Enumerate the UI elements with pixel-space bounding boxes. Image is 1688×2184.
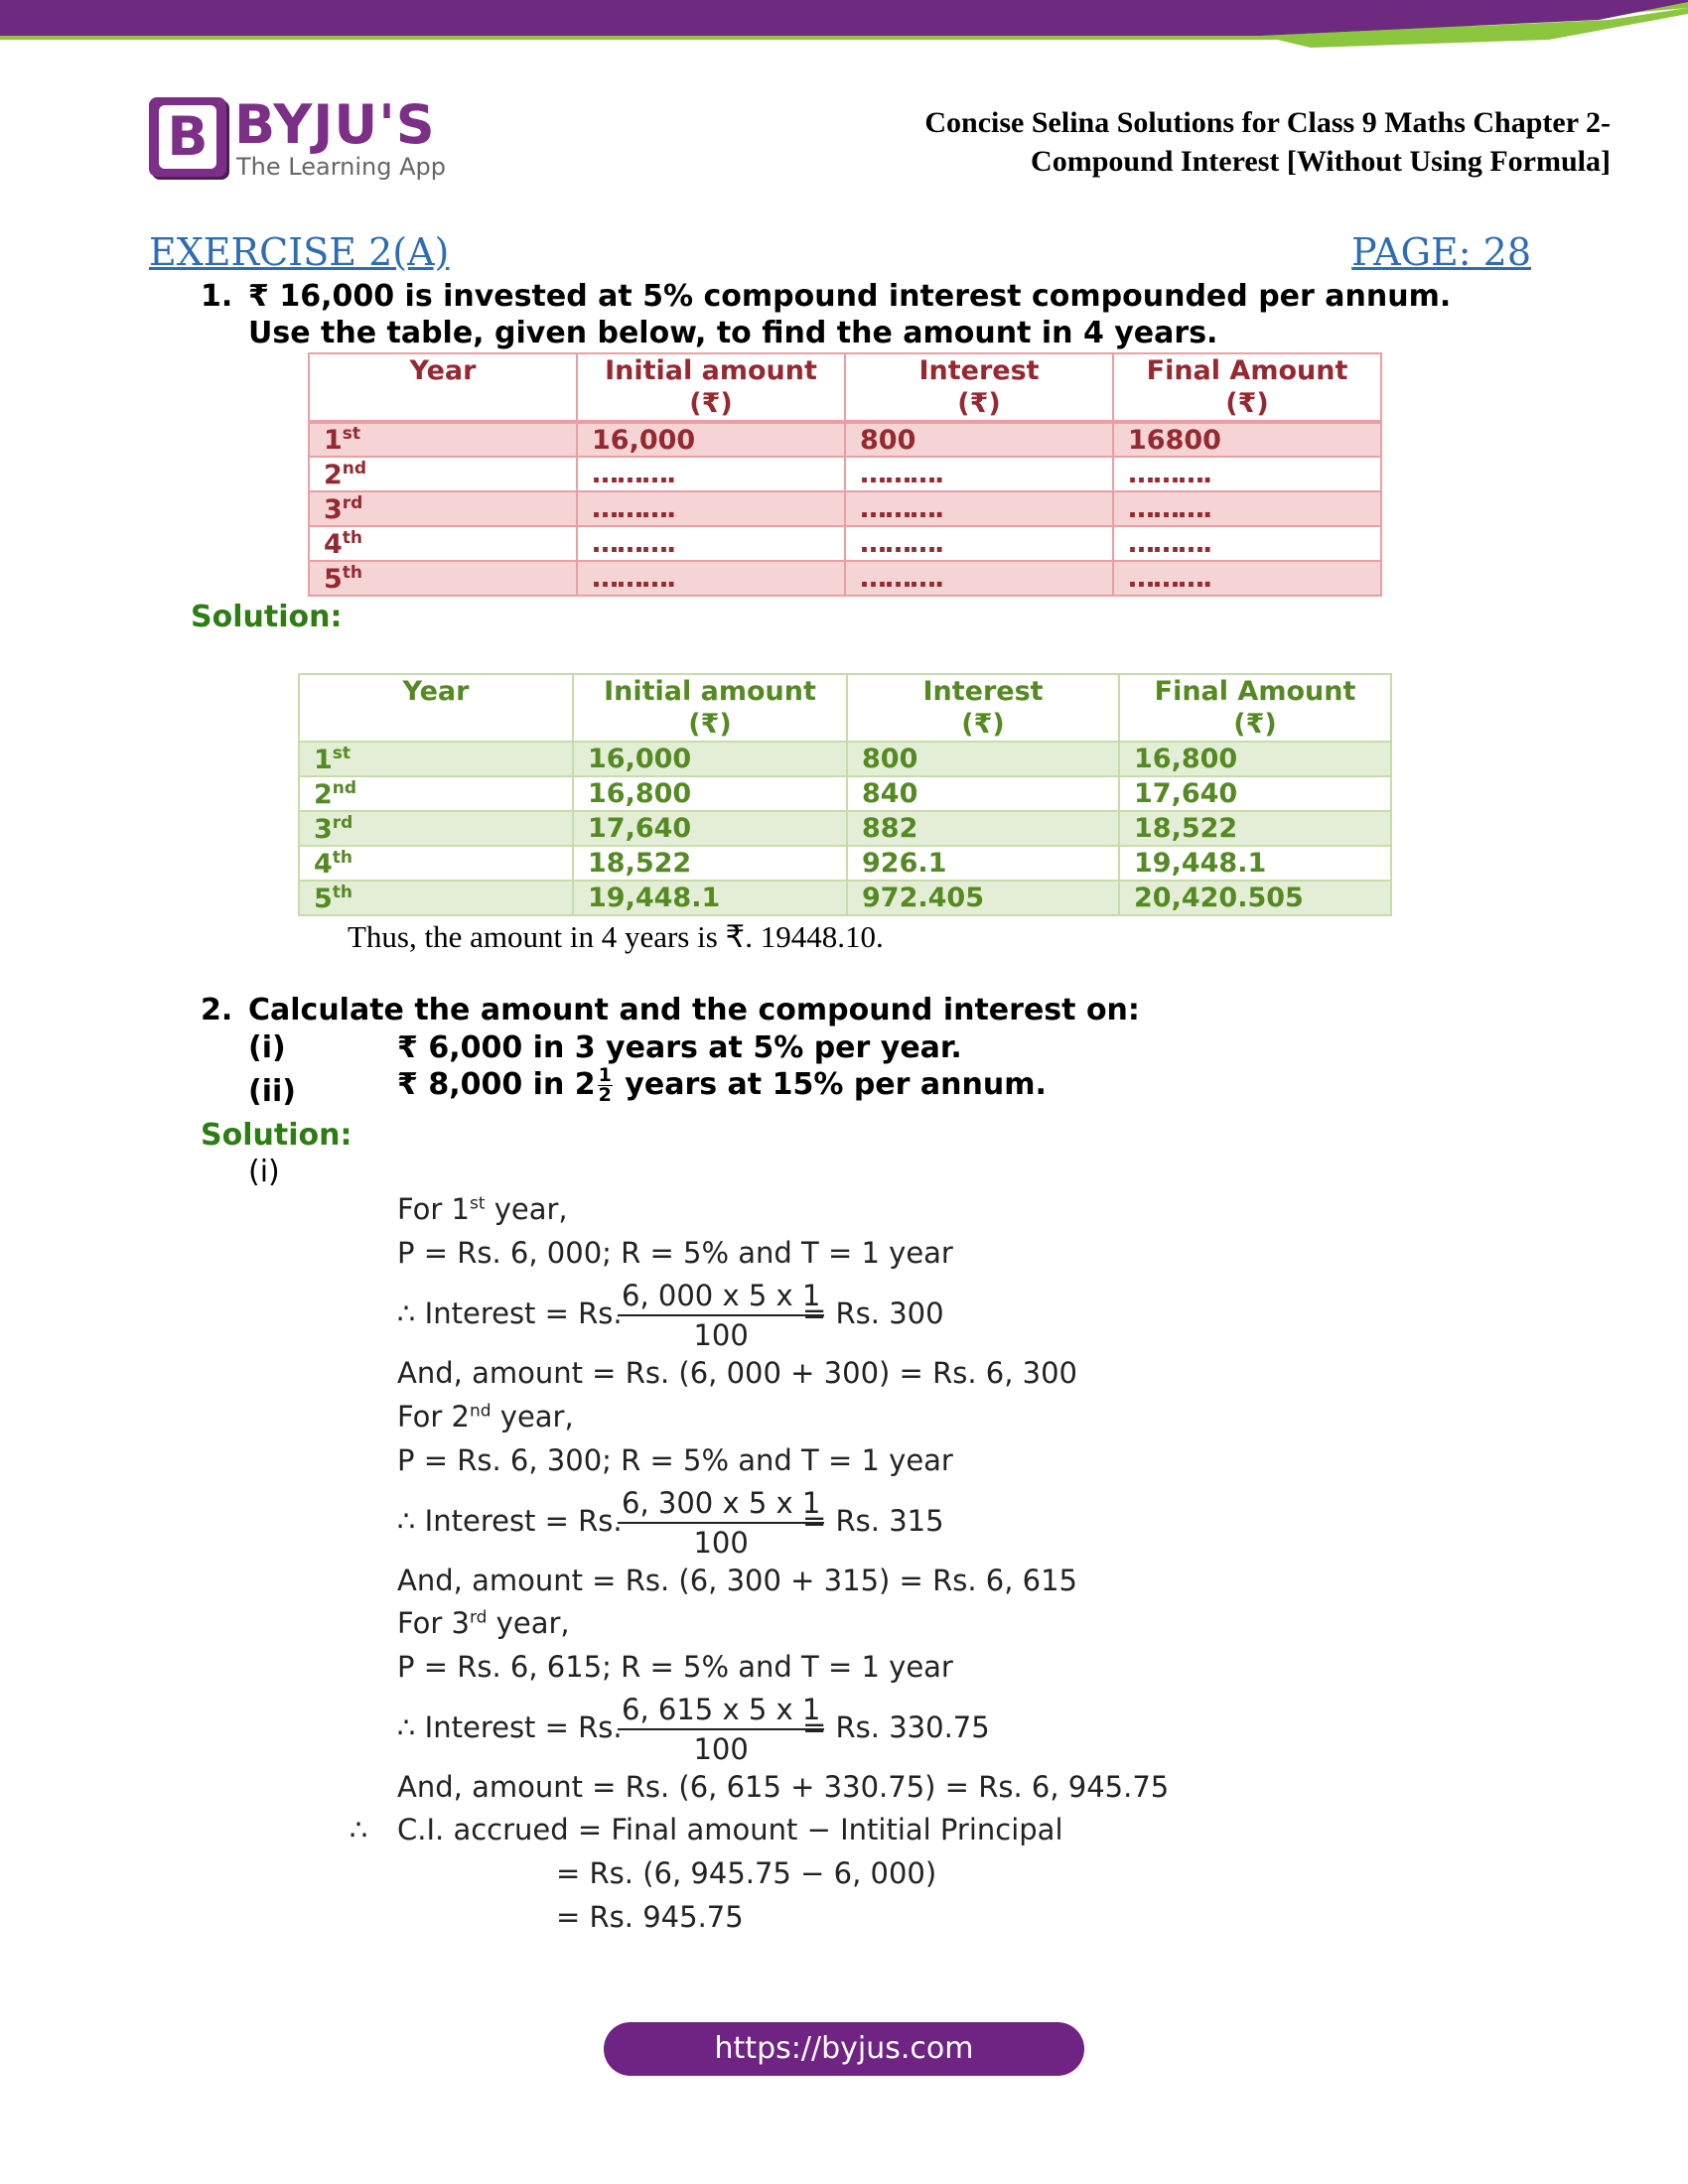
year-cell: 3rd: [299, 811, 573, 846]
year2-interest-label: ∴ Interest = Rs.: [397, 1504, 623, 1538]
interest-cell: 926.1: [847, 846, 1119, 881]
final-amount-cell: 20,420.505: [1119, 881, 1391, 915]
title-line-2: Compound Interest [Without Using Formula]: [1031, 145, 1611, 178]
initial-amount-cell: ……….: [577, 457, 845, 491]
interest-cell: 800: [847, 742, 1119, 776]
final-amount-cell: ……….: [1113, 457, 1381, 491]
title-line-1: Concise Selina Solutions for Class 9 Maths Chapter 2-: [924, 106, 1611, 139]
interest-cell: 882: [847, 811, 1119, 846]
final-amount-cell: 17,640: [1119, 776, 1391, 811]
final-amount-cell: 16800: [1113, 422, 1381, 457]
header-initial-amount: Initial amount (₹): [573, 674, 847, 742]
table-row: [299, 742, 1391, 776]
year3-heading: For 3rd year,: [397, 1606, 570, 1640]
initial-amount-cell: ……….: [577, 561, 845, 596]
initial-amount-cell: 17,640: [573, 811, 847, 846]
table-row: [299, 846, 1391, 881]
top-banner: [0, 0, 1688, 60]
year1-heading: For 1st year,: [397, 1192, 568, 1226]
table-row: [299, 776, 1391, 811]
year1-interest-fraction: $\frac{6, 000 x 5 x 1}{100}$: [618, 1279, 824, 1352]
q1-text-line1: ₹ 16,000 is invested at 5% compound interest compounded per annum.: [248, 279, 1452, 314]
interest-cell: 972.405: [847, 881, 1119, 915]
question-table: [308, 352, 1382, 597]
brand-name: BYJU'S: [234, 93, 436, 156]
header-initial-amount: Initial amount (₹): [577, 353, 845, 422]
q2-part-i-text: ₹ 6,000 in 3 years at 5% per year.: [397, 1030, 962, 1065]
q2-number: 2.: [201, 993, 233, 1027]
table-header-row: [309, 353, 1381, 422]
year2-interest-fraction: $\frac{6, 300 x 5 x 1}{100}$: [618, 1486, 824, 1560]
year2-interest-result: = Rs. 315: [802, 1504, 944, 1538]
table-row: [299, 881, 1391, 915]
final-amount-cell: ……….: [1113, 561, 1381, 596]
q1-solution-label: Solution:: [191, 600, 343, 634]
table-row: [309, 526, 1381, 561]
interest-cell: 840: [847, 776, 1119, 811]
table-row: [309, 491, 1381, 526]
table-header-row: [299, 674, 1391, 742]
year-cell: 4th: [309, 526, 577, 561]
solution-table: [298, 673, 1392, 916]
document-title: [924, 103, 1611, 181]
year-cell: 1st: [299, 742, 573, 776]
year-cell: 1st: [309, 422, 577, 457]
therefore-symbol: ∴: [350, 1813, 368, 1846]
brand-tagline: The Learning App: [236, 153, 446, 181]
year3-amount: And, amount = Rs. (6, 615 + 330.75) = Rs. 6, 945.75: [397, 1770, 1170, 1804]
mixed-fraction: $\frac{1}{2}$: [598, 1064, 612, 1106]
year1-interest-label: ∴ Interest = Rs.: [397, 1297, 623, 1330]
q2-part-ii-text: ₹ 8,000 in 2 $\frac{1}{2}$ years at 15% per annum.: [397, 1064, 1047, 1106]
q2-solution-label: Solution:: [201, 1118, 352, 1153]
interest-cell: ……….: [845, 491, 1113, 526]
table-row: [309, 457, 1381, 491]
header-final-amount: Final Amount (₹): [1113, 353, 1381, 422]
header-final-amount: Final Amount (₹): [1119, 674, 1391, 742]
year-cell: 5th: [309, 561, 577, 596]
header-year: Year: [299, 674, 573, 742]
initial-amount-cell: 16,000: [577, 422, 845, 457]
year-cell: 2nd: [299, 776, 573, 811]
initial-amount-cell: 18,522: [573, 846, 847, 881]
q1-conclusion: Thus, the amount in 4 years is ₹. 19448.10.: [348, 919, 884, 954]
year1-interest-result: = Rs. 300: [802, 1297, 944, 1330]
logo-letter: B: [159, 105, 216, 169]
ci-line-1: C.I. accrued = Final amount − Intitial Principal: [397, 1813, 1063, 1846]
initial-amount-cell: ……….: [577, 526, 845, 561]
ci-line-3: = Rs. 945.75: [556, 1900, 744, 1934]
q2-text: Calculate the amount and the compound interest on:: [248, 993, 1140, 1027]
year1-principal: P = Rs. 6, 000; R = 5% and T = 1 year: [397, 1236, 953, 1270]
year-cell: 4th: [299, 846, 573, 881]
q1-number: 1.: [201, 279, 233, 314]
initial-amount-cell: 19,448.1: [573, 881, 847, 915]
q1-text-line2: Use the table, given below, to find the amount in 4 years.: [248, 316, 1218, 350]
header-year: Year: [309, 353, 577, 422]
header-interest: Interest (₹): [845, 353, 1113, 422]
exercise-heading: EXERCISE 2(A): [149, 230, 450, 274]
table-row: [309, 561, 1381, 596]
final-amount-cell: 19,448.1: [1119, 846, 1391, 881]
initial-amount-cell: 16,800: [573, 776, 847, 811]
final-amount-cell: ……….: [1113, 491, 1381, 526]
page-number: PAGE: 28: [1351, 230, 1531, 274]
interest-cell: ……….: [845, 457, 1113, 491]
year3-interest-fraction: $\frac{6, 615 x 5 x 1}{100}$: [618, 1693, 824, 1766]
interest-cell: ……….: [845, 526, 1113, 561]
year3-interest-result: = Rs. 330.75: [802, 1710, 990, 1744]
year2-heading: For 2nd year,: [397, 1400, 574, 1433]
q2-part-ii-label: (ii): [248, 1074, 296, 1109]
initial-amount-cell: 16,000: [573, 742, 847, 776]
year2-principal: P = Rs. 6, 300; R = 5% and T = 1 year: [397, 1443, 953, 1477]
year3-principal: P = Rs. 6, 615; R = 5% and T = 1 year: [397, 1650, 953, 1684]
solution-part-label: (i): [248, 1155, 280, 1189]
year3-interest-label: ∴ Interest = Rs.: [397, 1710, 623, 1744]
year2-amount: And, amount = Rs. (6, 300 + 315) = Rs. 6, 615: [397, 1564, 1078, 1597]
initial-amount-cell: ……….: [577, 491, 845, 526]
header-interest: Interest (₹): [847, 674, 1119, 742]
year-cell: 5th: [299, 881, 573, 915]
final-amount-cell: 16,800: [1119, 742, 1391, 776]
year-cell: 2nd: [309, 457, 577, 491]
interest-cell: 800: [845, 422, 1113, 457]
final-amount-cell: 18,522: [1119, 811, 1391, 846]
table-row: [299, 811, 1391, 846]
interest-cell: ……….: [845, 561, 1113, 596]
year-cell: 3rd: [309, 491, 577, 526]
year1-amount: And, amount = Rs. (6, 000 + 300) = Rs. 6, 300: [397, 1356, 1078, 1390]
q2-part-i-label: (i): [248, 1030, 286, 1065]
table-row: [309, 422, 1381, 457]
footer-url-link[interactable]: https://byjus.com: [604, 2022, 1084, 2076]
final-amount-cell: ……….: [1113, 526, 1381, 561]
ci-line-2: = Rs. (6, 945.75 − 6, 000): [556, 1856, 937, 1890]
